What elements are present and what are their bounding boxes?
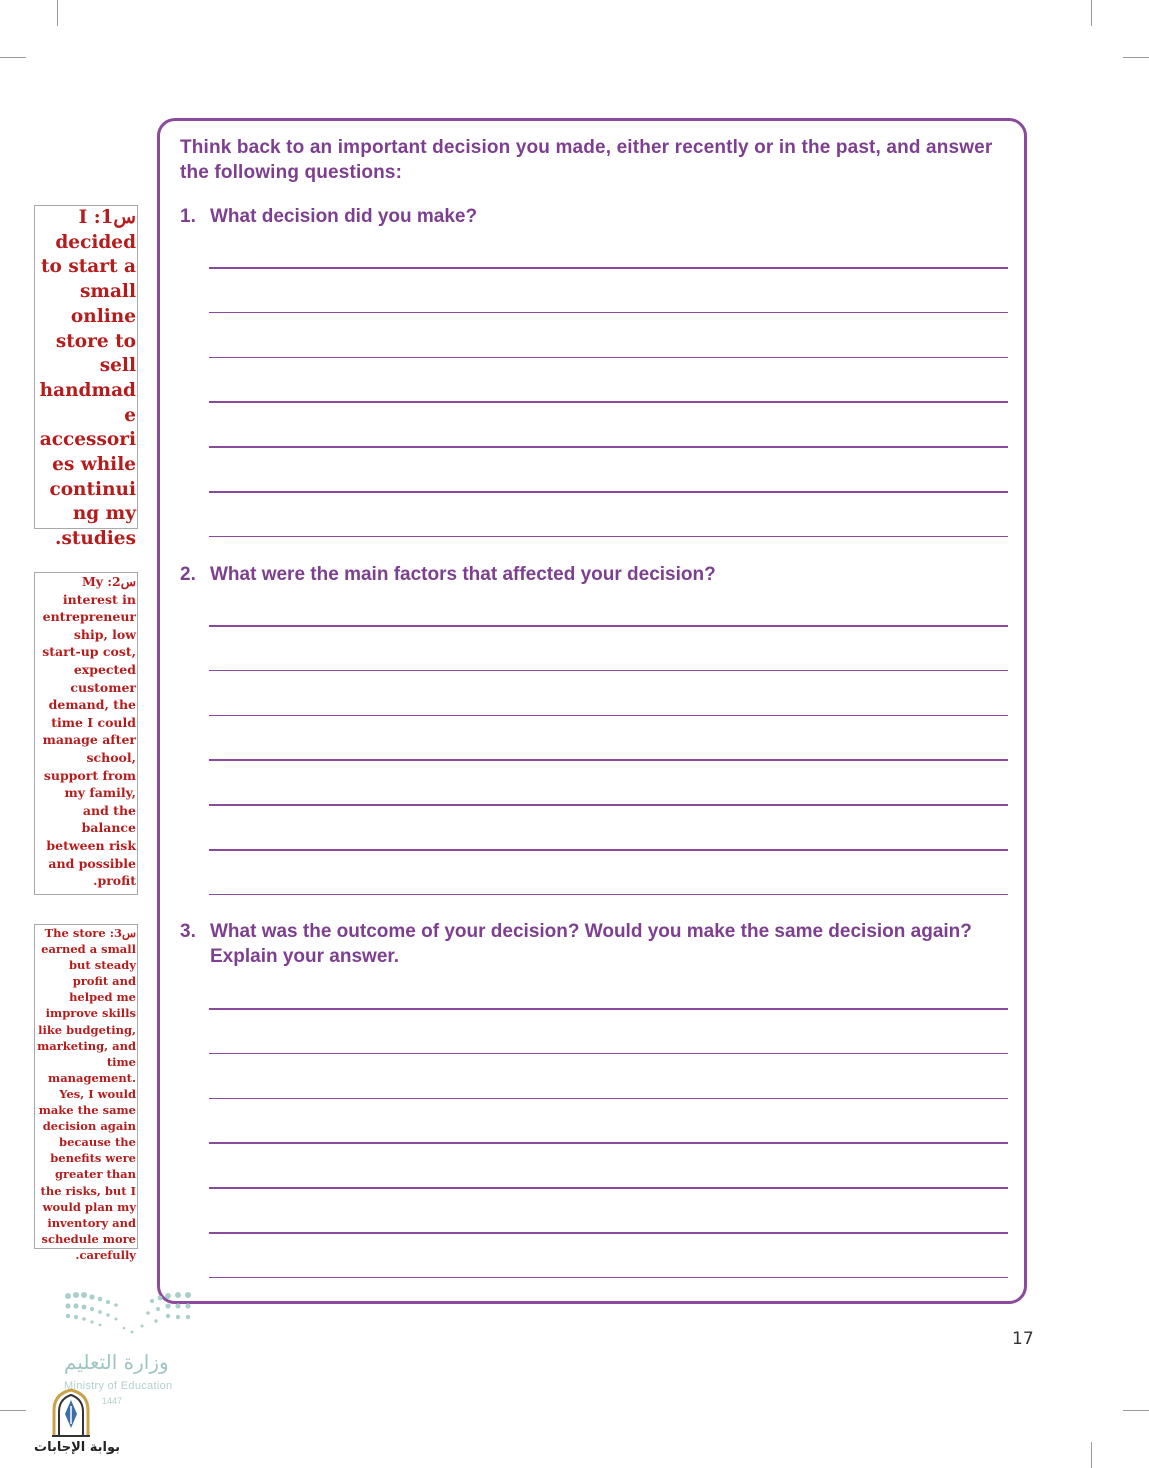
crop-mark: [1123, 1410, 1149, 1411]
question-number: 1.: [180, 206, 196, 227]
answer-line-q2: [209, 625, 1008, 627]
answer-line-q1: [209, 401, 1008, 403]
answer-line-q1: [209, 312, 1008, 314]
answer-note-3: س3: The store earned a small but steady profit and helped me improve skills like budgeting, marketing, and time management. Yes, I would make the same decision again because the benefits were greater than the risks, but I would plan my inventory and schedule more carefully.: [34, 924, 138, 1249]
question-number: 3.: [180, 921, 196, 942]
answer-line-q2: [209, 670, 1008, 672]
answer-line-q3: [209, 1232, 1008, 1234]
answer-line-q3: [209, 1098, 1008, 1100]
answer-line-q1: [209, 357, 1008, 359]
page-number: 17: [1012, 1329, 1034, 1349]
answer-note-1: س1: I decided to start a small online store to sell handmade accessories while continuing my studies.: [34, 205, 138, 529]
question-text: What was the outcome of your decision? Would you make the same decision again? Explain your answer.: [210, 921, 972, 967]
question-number: 2.: [180, 564, 196, 585]
ministry-year: 1447: [102, 1396, 123, 1406]
answer-line-q3: [209, 1008, 1008, 1010]
worksheet-frame: [157, 118, 1027, 1304]
answer-line-q2: [209, 894, 1008, 896]
crop-mark: [1123, 57, 1149, 58]
answer-note-2: س2: My interest in entrepreneurship, low start-up cost, expected customer demand, the time I could manage after school, support from my family, and the balance between risk and possible profit.: [34, 572, 138, 895]
crop-mark: [57, 0, 58, 26]
answers-portal-logo-icon: [50, 1388, 92, 1438]
question-1: [180, 204, 1000, 229]
answer-line-q2: [209, 849, 1008, 851]
crop-mark: [1091, 1442, 1092, 1468]
question-text: What were the main factors that affected your decision?: [210, 564, 716, 585]
answers-portal-label: بوابة الإجابات: [34, 1440, 120, 1455]
crop-mark: [0, 1410, 26, 1411]
ministry-english-name: Ministry of Education: [64, 1380, 173, 1392]
answer-line-q1: [209, 491, 1008, 493]
answer-line-q1: [209, 536, 1008, 538]
question-2: [180, 562, 1000, 587]
question-text: What decision did you make?: [210, 206, 478, 227]
ministry-of-education-logo-icon: [62, 1288, 202, 1344]
answer-line-q3: [209, 1053, 1008, 1055]
answer-line-q2: [209, 759, 1008, 761]
crop-mark: [0, 57, 26, 58]
worksheet-intro: Think back to an important decision you made, either recently or in the past, and answer the following questions:: [180, 137, 993, 183]
answer-line-q2: [209, 804, 1008, 806]
answer-line-q3: [209, 1187, 1008, 1189]
answer-line-q3: [209, 1277, 1008, 1279]
answer-line-q1: [209, 267, 1008, 269]
question-3: [180, 919, 1000, 969]
answer-line-q3: [209, 1142, 1008, 1144]
ministry-arabic-name: وزارة التعليم: [64, 1350, 169, 1374]
crop-mark: [1091, 0, 1092, 26]
answer-line-q2: [209, 715, 1008, 717]
answer-line-q1: [209, 446, 1008, 448]
